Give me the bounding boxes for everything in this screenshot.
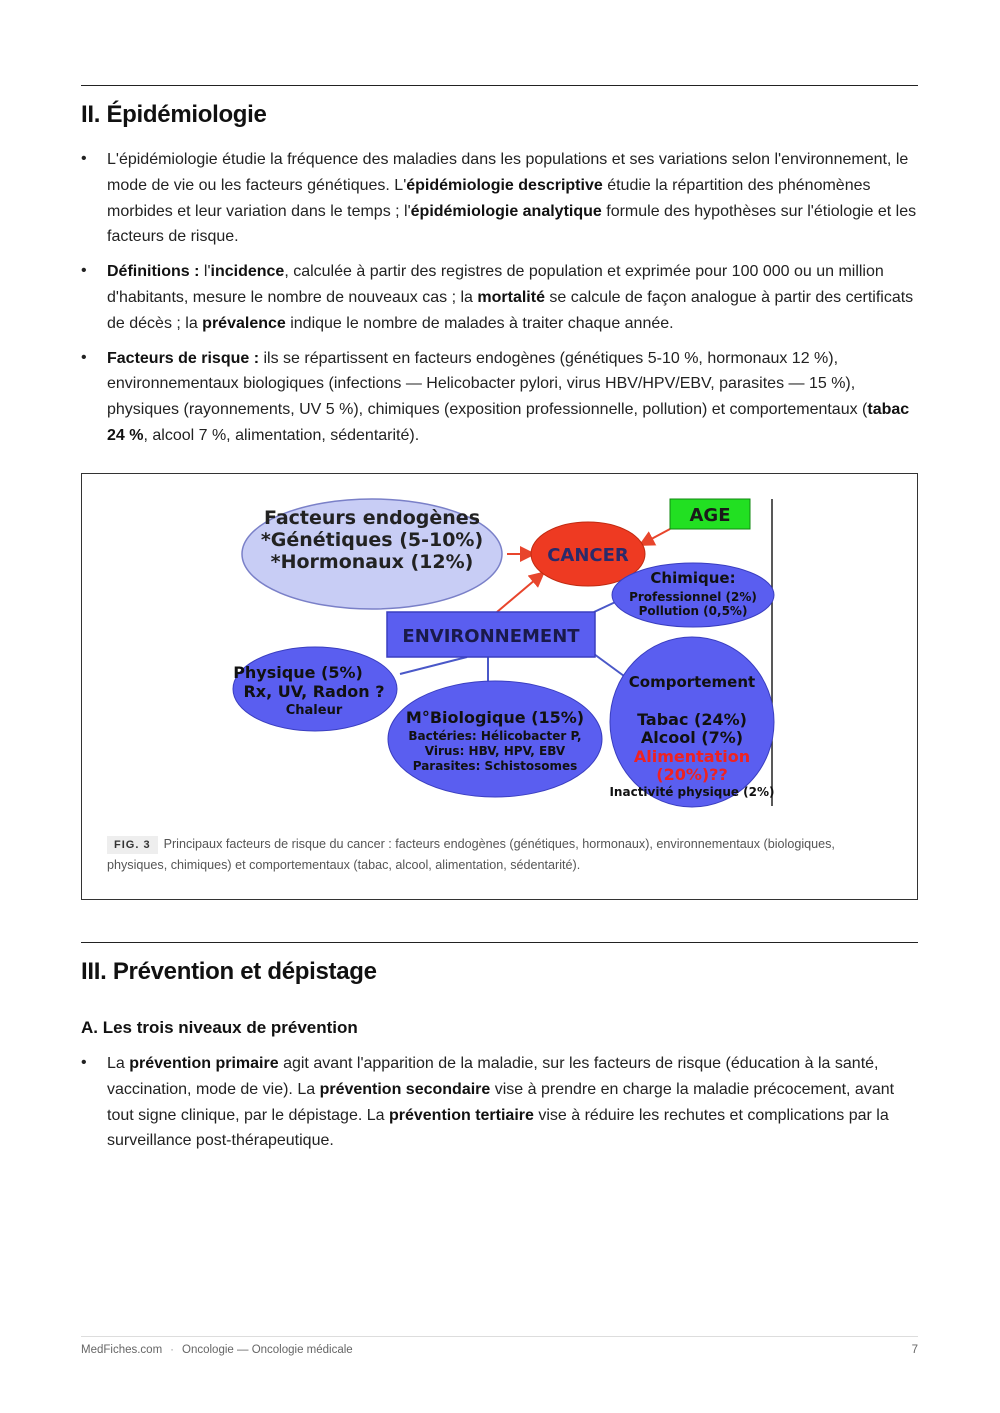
phys-line1: Physique (5%): [233, 663, 363, 682]
epidemiologie-list: [81, 147, 921, 458]
bio-line3: Virus: HBV, HPV, EBV: [424, 744, 566, 758]
phys-line3: Chaleur: [285, 703, 343, 718]
comp-line4: Alimentation: [633, 747, 751, 766]
section-rule-top: [81, 85, 918, 86]
comp-line6: Inactivité physique (2%): [609, 785, 775, 799]
endo-line3: *Hormonaux (12%): [270, 551, 474, 573]
figure-caption: [107, 834, 887, 875]
section-rule-prevention: [81, 942, 918, 943]
list-item: • Définitions : l'incidence, calculée à partir des registres de population et exprimée pour 100 000 ou un million d'habitants, mesure le nombre de nouveaux cas ; la mortalité se calcule de façon analogue à partir des certificats de décès ; la prévalence indique le nombre de malades à traiter chaque année.: [81, 259, 921, 336]
endo-line2: *Génétiques (5-10%): [260, 529, 484, 551]
section-title-epidemiologie: II. Épidémiologie: [81, 101, 267, 128]
figure-tag: FIG. 3: [107, 836, 158, 854]
env-label: ENVIRONNEMENT: [402, 626, 580, 647]
comp-line1: Comportement: [628, 673, 756, 691]
subsection-title-prevention-levels: A. Les trois niveaux de prévention: [81, 1018, 358, 1037]
list-item: • Facteurs de risque : ils se répartissent en facteurs endogènes (génétiques 5-10 %, hormonaux 12 %), environnementaux biologiques (infections — Helicobacter pylori, virus HBV/HPV/EBV, parasites — 15 %), physiques (rayonnements, UV 5 %), chimiques (exposition professionnelle, pollution) et comportementaux (tabac 24 %, alcool 7 %, alimentation, sédentarité).: [81, 346, 921, 449]
caption-text: Principaux facteurs de risque du cancer : facteurs endogènes (génétiques, hormonaux), environnementaux (biologiques, physiques, chimiques) et comportementaux (tabac, alcool, alimentation, sédentarité).: [107, 837, 835, 872]
comp-line5: (20%)??: [656, 765, 728, 784]
comp-line3: Alcool (7%): [640, 728, 744, 747]
bio-line1: M°Biologique (15%): [405, 708, 585, 727]
phys-line2: Rx, UV, Radon ?: [243, 682, 385, 701]
list-item: • L'épidémiologie étudie la fréquence des maladies dans les populations et ses variations selon l'environnement, le mode de vie ou les facteurs génétiques. L'épidémiologie descriptive étudie la répartition des phénomènes morbides et leur variation dans le temps ; l'épidémiologie analytique formule des hypothèses sur l'étiologie et les facteurs de risque.: [81, 147, 921, 250]
chem-line3: Pollution (0,5%): [638, 604, 748, 618]
list-item: • La prévention primaire agit avant l'apparition de la maladie, sur les facteurs de risque (éducation à la santé, vaccination, mode de vie). La prévention secondaire vise à prendre en charge la maladie précocement, avant tout signe clinique, par le dépistage. La prévention tertiaire vise à réduire les rechutes et complications par la surveillance post-thérapeutique.: [81, 1051, 921, 1154]
risk-factors-diagram: [232, 494, 777, 814]
bio-line4: Parasites: Schistosomes: [412, 759, 578, 773]
arrow-age-cancer: [642, 529, 670, 544]
page-number: 7: [911, 1344, 918, 1356]
page-footer: [81, 1344, 918, 1356]
section-title-prevention: III. Prévention et dépistage: [81, 958, 377, 985]
comp-line2: Tabac (24%): [637, 710, 747, 729]
footer-separator: ·: [170, 1344, 175, 1356]
cancer-label: CANCER: [547, 545, 629, 566]
footer-rule: [81, 1336, 918, 1337]
footer-site: MedFiches.com: [81, 1344, 163, 1356]
chem-line2: Professionnel (2%): [629, 590, 757, 604]
figure-risk-factors: [81, 473, 918, 900]
footer-section: Oncologie — Oncologie médicale: [182, 1344, 353, 1356]
age-label: AGE: [689, 505, 731, 526]
chem-line1: Chimique:: [650, 569, 736, 587]
bio-line2: Bactéries: Hélicobacter P,: [408, 729, 582, 743]
prevention-list: [81, 1051, 921, 1163]
arrow-env-cancer: [497, 574, 542, 612]
endo-line1: Facteurs endogènes: [263, 507, 481, 529]
